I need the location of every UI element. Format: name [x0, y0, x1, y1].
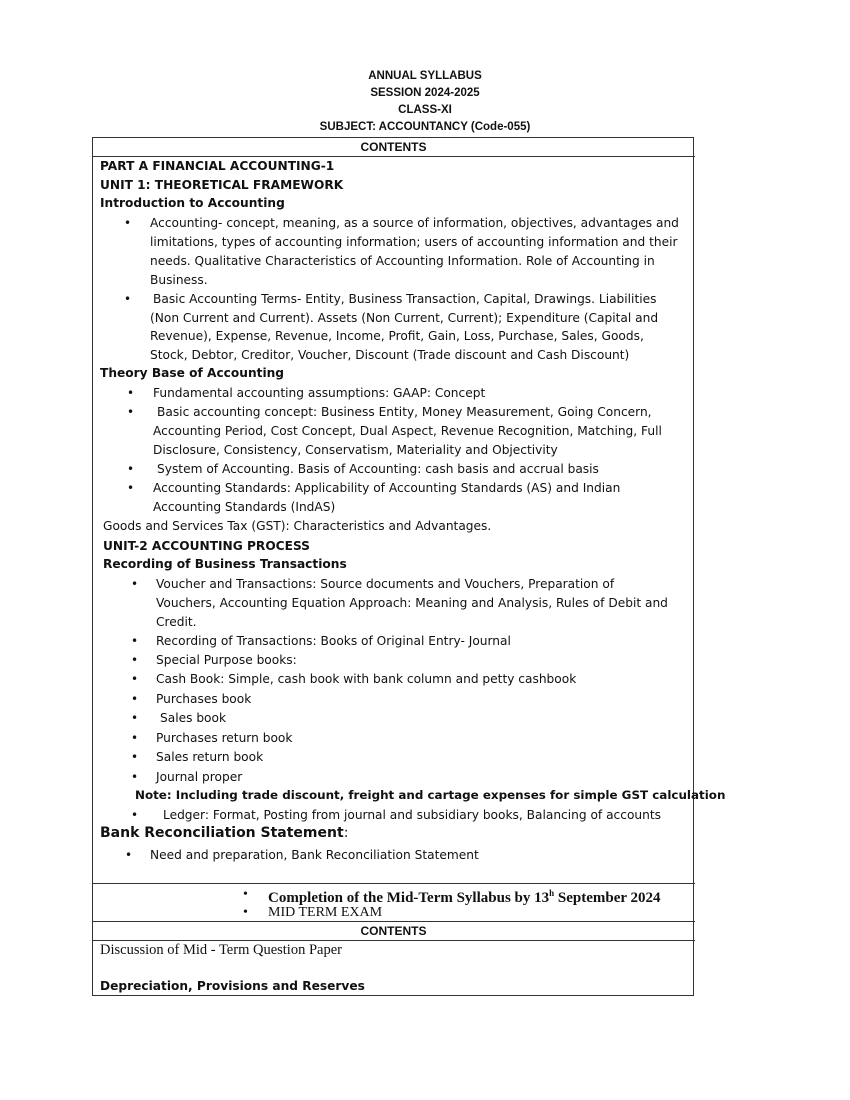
midterm-exam: MID TERM EXAM [268, 905, 383, 920]
bullet: • [131, 672, 139, 686]
theory-b4-line: Accounting Standards: Applicability of Accounting Standards (AS) and Indian [153, 481, 621, 495]
theory-b2-line: Disclosure, Consistency, Conservatism, Materiality and Objectivity [153, 443, 558, 457]
intro-heading: Introduction to Accounting [100, 196, 285, 210]
bullet: • [127, 481, 135, 495]
midterm-completion-date: September 2024 [554, 890, 661, 906]
bullet: • [243, 887, 248, 902]
bullet: • [125, 848, 133, 862]
rec-b6: Sales book [160, 711, 227, 725]
rec-b2: Recording of Transactions: Books of Original Entry- Journal [156, 634, 511, 648]
bullet: • [127, 405, 135, 419]
bullet: • [131, 750, 139, 764]
part-a-heading: PART A FINANCIAL ACCOUNTING-1 [100, 159, 335, 173]
theory-b1: Fundamental accounting assumptions: GAAP: Concept [153, 386, 486, 400]
rec-b3: Special Purpose books: [156, 653, 297, 667]
gst-note: Note: Including trade discount, freight and cartage expenses for simple GST calculation [135, 788, 726, 802]
intro-b1-line: limitations, types of accounting information; users of accounting information and their [150, 235, 678, 249]
table-divider [92, 921, 695, 922]
ledger-line: Ledger: Format, Posting from journal and subsidiary books, Balancing of accounts [163, 808, 661, 822]
intro-b1-line: Accounting- concept, meaning, as a source of information, objectives, advantages and [150, 216, 679, 230]
bullet: • [131, 653, 139, 667]
bullet: • [131, 711, 139, 725]
intro-b1-line: needs. Qualitative Characteristics of Accounting Information. Role of Accounting in [150, 254, 655, 268]
bullet: • [131, 634, 139, 648]
brs-heading-text: Bank Reconciliation Statement [100, 825, 344, 841]
midterm-completion-sup: h [549, 888, 555, 898]
header-line-4: SUBJECT: ACCOUNTANCY (Code-055) [319, 121, 531, 133]
rec-b1-line: Vouchers, Accounting Equation Approach: Meaning and Analysis, Rules of Debit and [156, 596, 668, 610]
bullet: • [243, 905, 248, 920]
header-line-2: SESSION 2024-2025 [370, 87, 480, 99]
rec-b1-line: Credit. [156, 615, 197, 629]
header-line-3: CLASS-XI [398, 104, 452, 116]
rec-b8: Sales return book [156, 750, 264, 764]
theory-b2-line: Basic accounting concept: Business Entity, Money Measurement, Going Concern, [157, 405, 652, 419]
brs-heading [100, 824, 348, 843]
bullet: • [131, 692, 139, 706]
brs-b1: Need and preparation, Bank Reconciliation Statement [150, 848, 479, 862]
theory-b4-line: Accounting Standards (IndAS) [153, 500, 336, 514]
unit1-heading: UNIT 1: THEORETICAL FRAMEWORK [100, 178, 344, 192]
theory-b2-line: Accounting Period, Cost Concept, Dual Aspect, Revenue Recognition, Matching, Full [153, 424, 662, 438]
recording-heading: Recording of Business Transactions [103, 557, 347, 571]
intro-b2-line: Revenue), Expense, Revenue, Income, Profit, Gain, Loss, Purchase, Sales, Goods, [150, 329, 644, 343]
unit2-heading: UNIT-2 ACCOUNTING PROCESS [103, 539, 310, 553]
rec-b5: Purchases book [156, 692, 252, 706]
bullet: • [131, 577, 139, 591]
contents-heading-2: CONTENTS [360, 924, 427, 938]
gst-line: Goods and Services Tax (GST): Characteristics and Advantages. [103, 519, 492, 533]
bullet: • [131, 808, 139, 822]
bullet: • [124, 292, 132, 306]
discussion-line: Discussion of Mid - Term Question Paper [100, 942, 342, 958]
rec-b7: Purchases return book [156, 731, 293, 745]
header-line-1: ANNUAL SYLLABUS [368, 70, 482, 82]
brs-heading-colon: : [343, 825, 349, 841]
theory-b3: System of Accounting. Basis of Accounting: cash basis and accrual basis [157, 462, 599, 476]
intro-b2-line: (Non Current and Current). Assets (Non Current, Current); Expenditure (Capital and [150, 311, 659, 325]
theory-heading: Theory Base of Accounting [100, 366, 285, 380]
bullet: • [124, 216, 132, 230]
midterm-completion-text: Completion of the Mid-Term Syllabus by 13 [268, 890, 550, 906]
intro-b1-line: Business. [150, 273, 208, 287]
intro-b2-line: Basic Accounting Terms- Entity, Business Transaction, Capital, Drawings. Liabilities [153, 292, 657, 306]
rec-b1-line: Voucher and Transactions: Source documents and Vouchers, Preparation of [156, 577, 615, 591]
rec-b4: Cash Book: Simple, cash book with bank column and petty cashbook [156, 672, 577, 686]
bullet: • [127, 386, 135, 400]
rec-b9: Journal proper [156, 770, 243, 784]
bullet: • [127, 462, 135, 476]
contents-heading: CONTENTS [360, 140, 427, 154]
intro-b2-line: Stock, Debtor, Creditor, Voucher, Discount (Trade discount and Cash Discount) [150, 348, 630, 362]
bullet: • [131, 731, 139, 745]
depreciation-heading: Depreciation, Provisions and Reserves [100, 979, 365, 993]
bullet: • [131, 770, 139, 784]
